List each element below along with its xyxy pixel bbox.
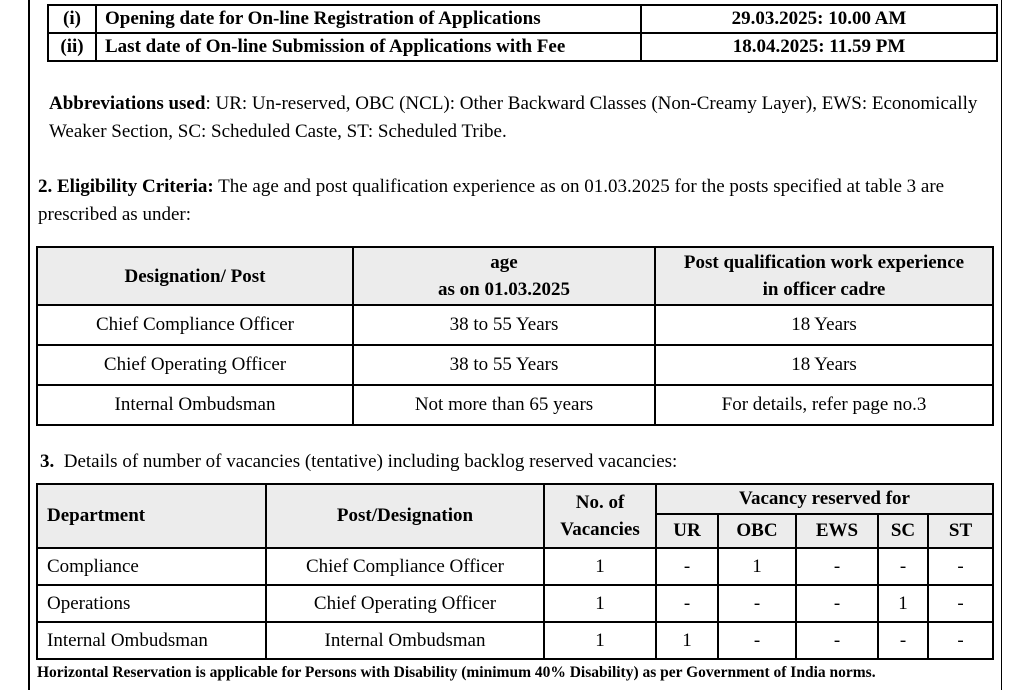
cell-st: -: [928, 585, 993, 622]
eligibility-table: [36, 246, 994, 426]
cell-post: Internal Ombudsman: [37, 385, 353, 425]
cell-ur: -: [656, 548, 718, 585]
header-count-line1: No. of: [575, 492, 625, 513]
table-row: [48, 33, 997, 61]
cell-obc: -: [718, 622, 796, 659]
cell-experience: 18 Years: [655, 305, 993, 345]
abbreviations-text: : UR: Un-reserved, OBC (NCL): Other Backward Classes (Non-Creamy Layer), EWS: Economically Weaker Section, SC: Scheduled Caste, ST: Scheduled Tribe.: [49, 93, 978, 142]
header-exp-line1: Post qualification work experience: [683, 252, 965, 273]
page-border-left: [28, 0, 30, 690]
eligibility-paragraph: [38, 173, 993, 229]
cell-department: Compliance: [37, 548, 266, 585]
cell-sc: -: [878, 548, 928, 585]
cell-experience: 18 Years: [655, 345, 993, 385]
table-row: [37, 345, 993, 385]
schedule-table: [47, 4, 998, 62]
cell-st: -: [928, 548, 993, 585]
header-experience: [655, 247, 993, 305]
cell-age: 38 to 55 Years: [353, 305, 655, 345]
vacancies-title-text: Details of number of vacancies (tentative) including backlog reserved vacancies:: [63, 451, 678, 472]
cell-post: Internal Ombudsman: [266, 622, 544, 659]
cell-ews: -: [796, 585, 878, 622]
cell-age: 38 to 55 Years: [353, 345, 655, 385]
table-row: [48, 5, 997, 33]
cell-ews: -: [796, 548, 878, 585]
cell-st: -: [928, 622, 993, 659]
abbreviations-paragraph: [49, 90, 999, 146]
header-age-line2: as on 01.03.2025: [438, 279, 570, 300]
cell-obc: 1: [718, 548, 796, 585]
vacancies-title: [40, 448, 677, 476]
cell-post: Chief Operating Officer: [37, 345, 353, 385]
cell-count: 1: [544, 622, 656, 659]
cell-ews: -: [796, 622, 878, 659]
header-ur: UR: [656, 514, 718, 548]
cell-ur: 1: [656, 622, 718, 659]
schedule-label: Last date of On-line Submission of Applications with Fee: [96, 33, 641, 61]
abbreviations-heading: Abbreviations used: [49, 93, 206, 114]
schedule-num: (ii): [48, 33, 96, 61]
table-row: [37, 548, 993, 585]
header-vacancies: [544, 484, 656, 548]
header-post: Post/Designation: [266, 484, 544, 548]
eligibility-heading: 2. Eligibility Criteria:: [38, 176, 214, 197]
header-st: ST: [928, 514, 993, 548]
cell-count: 1: [544, 548, 656, 585]
cell-ur: -: [656, 585, 718, 622]
header-designation: Designation/ Post: [37, 247, 353, 305]
table-row: [37, 305, 993, 345]
footer-note: Horizontal Reservation is applicable for Persons with Disability (minimum 40% Disability) as per Government of India norms.: [37, 664, 876, 681]
header-ews: EWS: [796, 514, 878, 548]
cell-post: Chief Operating Officer: [266, 585, 544, 622]
header-exp-line2: in officer cadre: [762, 279, 886, 300]
header-sc: SC: [878, 514, 928, 548]
cell-count: 1: [544, 585, 656, 622]
header-obc: OBC: [718, 514, 796, 548]
eligibility-text: The age and post qualification experience as on 01.03.2025 for the posts specified at table 3 are prescribed as under:: [38, 176, 945, 225]
vacancies-table: [36, 483, 994, 660]
cell-age: Not more than 65 years: [353, 385, 655, 425]
header-count-line2: Vacancies: [560, 519, 640, 540]
table-row: [37, 385, 993, 425]
table-header-row: [37, 247, 993, 305]
schedule-value: 18.04.2025: 11.59 PM: [641, 33, 997, 61]
schedule-num: (i): [48, 5, 96, 33]
schedule-label: Opening date for On-line Registration of Applications: [96, 5, 641, 33]
header-age-line1: age: [490, 252, 518, 273]
cell-sc: -: [878, 622, 928, 659]
table-row: [37, 622, 993, 659]
schedule-value: 29.03.2025: 10.00 AM: [641, 5, 997, 33]
vacancies-title-num: 3.: [40, 451, 55, 472]
table-header-row: [37, 484, 993, 514]
header-age: [353, 247, 655, 305]
cell-post: Chief Compliance Officer: [266, 548, 544, 585]
page-border-right: [1001, 0, 1002, 690]
header-reserved: Vacancy reserved for: [656, 484, 993, 514]
cell-post: Chief Compliance Officer: [37, 305, 353, 345]
header-department: Department: [37, 484, 266, 548]
cell-department: Operations: [37, 585, 266, 622]
cell-sc: 1: [878, 585, 928, 622]
cell-department: Internal Ombudsman: [37, 622, 266, 659]
table-row: [37, 585, 993, 622]
cell-obc: -: [718, 585, 796, 622]
cell-experience: For details, refer page no.3: [655, 385, 993, 425]
